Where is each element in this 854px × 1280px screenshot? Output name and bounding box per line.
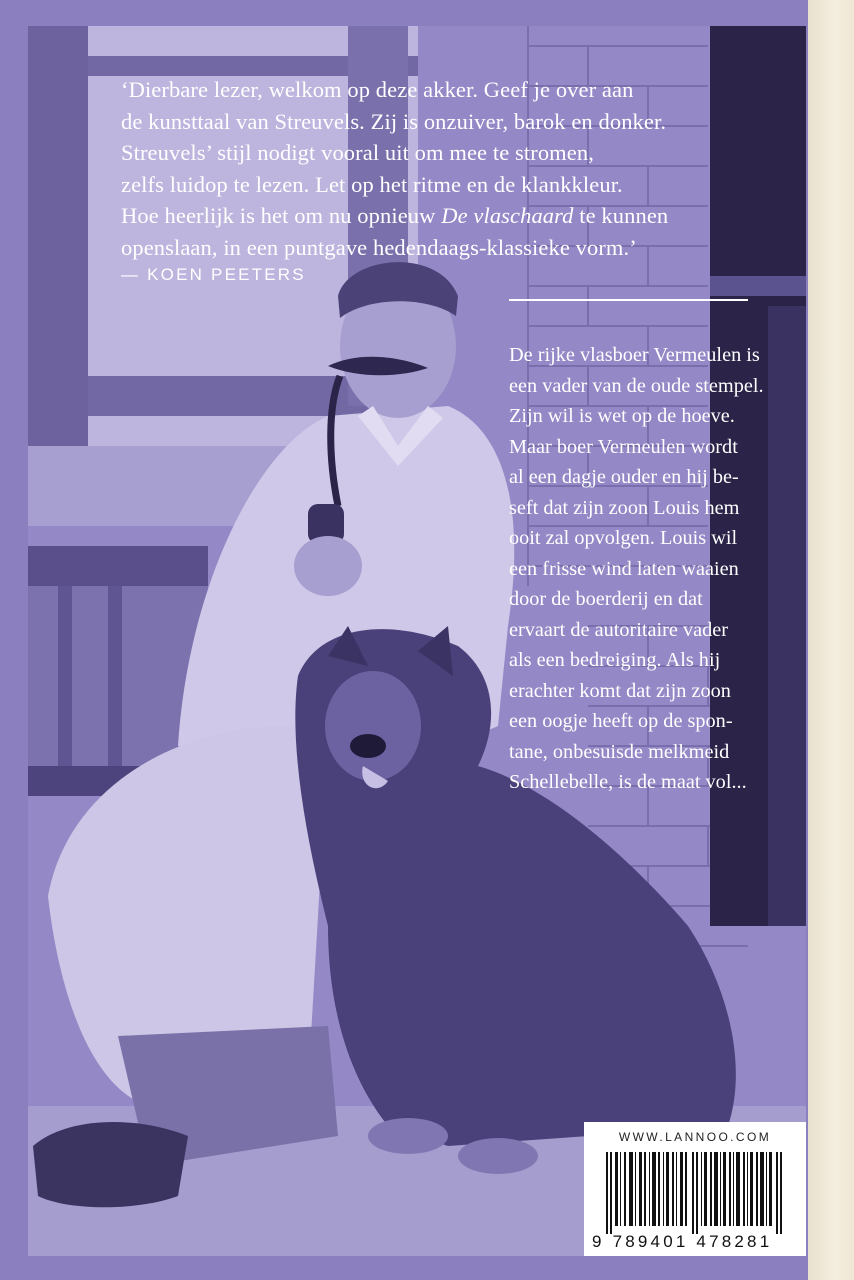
isbn-number: 9 789401 478281: [592, 1232, 773, 1251]
quote-line: zelfs luidop te lezen. Let op het ritme en de klankkleur.: [121, 171, 623, 197]
blurb-line: Zijn wil is wet op de hoeve.: [509, 405, 735, 427]
barcode-panel: [584, 1122, 806, 1256]
quote-line: openslaan, in een puntgave hedendaags-klassieke vorm.’: [121, 234, 637, 260]
quote-line: [121, 200, 721, 232]
blurb-line: Schellebelle, is de maat vol...: [509, 771, 747, 793]
quote-line: Streuvels’ stijl nodigt vooral uit om mee te stromen,: [121, 140, 594, 165]
quote-text: Hoe heerlijk is het om nu opnieuw: [121, 203, 442, 228]
blurb-line: een vader van de oude stempel.: [509, 374, 764, 397]
blurb-line: al een dagje ouder en hij be-: [509, 466, 739, 488]
blurb-line: erachter komt dat zijn zoon: [509, 679, 731, 702]
quote-line: ‘Dierbare lezer, welkom op deze akker. Geef je over aan: [121, 77, 634, 102]
page-edge: [808, 0, 854, 1280]
blurb-line: tane, onbesuisde melkmeid: [509, 740, 730, 763]
blurb-line: Maar boer Vermeulen wordt: [509, 435, 738, 458]
blurb-line: De rijke vlasboer Vermeulen is: [509, 344, 760, 366]
blurb-line: ooit zal opvolgen. Louis wil: [509, 527, 738, 549]
blurb-line: ervaart de autoritaire vader: [509, 618, 729, 641]
blurb-line: als een bedreiging. Als hij: [509, 649, 721, 671]
barcode-icon: [606, 1152, 786, 1234]
blurb-line: een oogje heeft op de spon-: [509, 710, 733, 732]
quote-attribution: — KOEN PEETERS: [121, 265, 306, 284]
book-blurb: [509, 340, 801, 798]
publisher-url: WWW.LANNOO.COM: [618, 1130, 772, 1144]
blurb-line: een frisse wind laten waaien: [509, 557, 739, 580]
blurb-line: door de boerderij en dat: [509, 588, 703, 610]
blurb-line: seft dat zijn zoon Louis hem: [509, 496, 740, 519]
book-title: De vlaschaard: [441, 203, 574, 228]
review-quote: [121, 74, 721, 263]
quote-line: de kunsttaal van Streuvels. Zij is onzuiver, barok en donker.: [121, 108, 667, 134]
quote-text: te kunnen: [573, 203, 669, 228]
divider-line: [509, 299, 748, 301]
